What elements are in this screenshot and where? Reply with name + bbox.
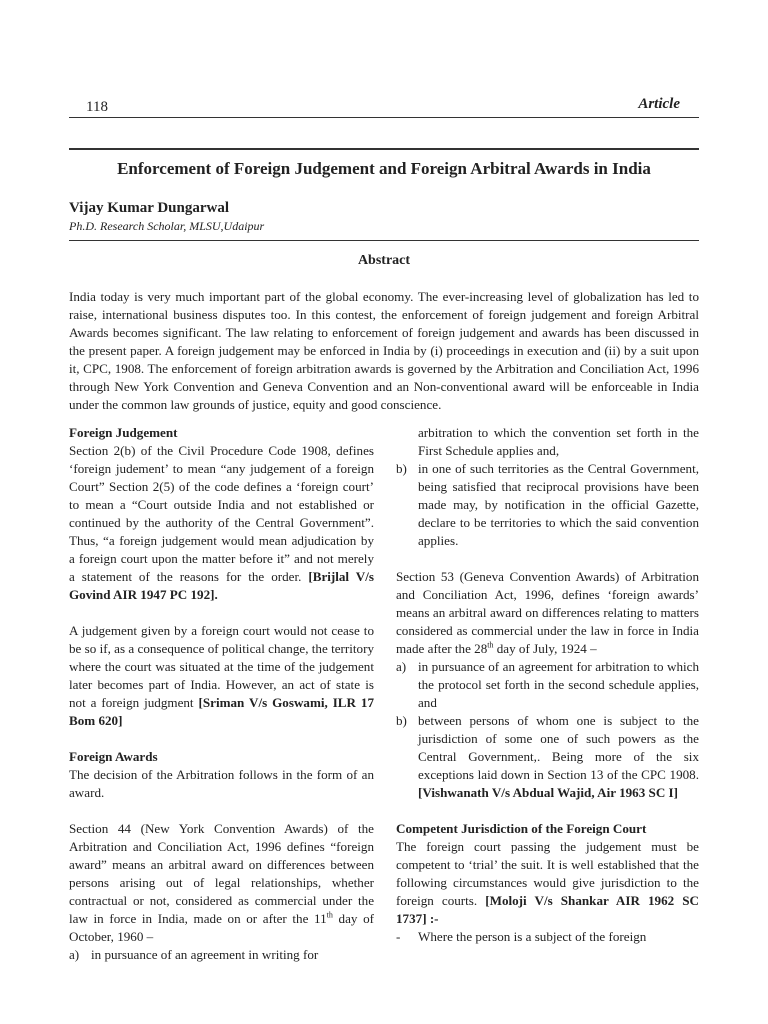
paragraph [396, 838, 699, 928]
list-marker: b) [396, 461, 407, 476]
citation: [Moloji V/s Shankar AIR 1962 SC 1737] :- [396, 893, 699, 926]
abstract-heading: Abstract [357, 253, 411, 268]
citation: [Sriman V/s Goswami, ILR 17 Bom 620] [69, 695, 374, 728]
list-marker: b) [396, 713, 407, 728]
paragraph: The decision of the Arbitration follows in the form of an award. [69, 767, 374, 800]
list-item-text: Where the person is a subject of the foreign [418, 929, 647, 944]
list-item [396, 928, 699, 946]
abstract-text: India today is very much important part of the global economy. The ever-increasing level of globalization has led to raise, international business disputes too. In this contest, the enforcement of foreign judgement and foreign Arbitral Awards becomes significant. The law relating to enforcement of foreign judgement and awards has been discussed in the present paper. A foreign judgement may be enforced in India by (i) proceedings in execution and (ii) by a suit upon it, CPC, 1908. The enforcement of foreign arbitration awards is governed by the Arbitration and Conciliation Act, 1996 through New York Convention and Geneva Convention and an Non-conventional award will be enforceable in India under the common law grounds of justice, equity and good conscience. [69, 289, 699, 412]
paragraph [69, 442, 374, 604]
paragraph [69, 820, 374, 946]
author-name: Vijay Kumar Dungarwal [69, 200, 230, 216]
paragraph-text: Section 44 (New York Convention Awards) of the Arbitration and Conciliation Act, 1996 defines “foreign award” means an arbitral award on differences between persons arising out of legal relationships, whether contractual or not, considered as commercial under the law in force in India, made on or after the 11 [69, 821, 374, 926]
paragraph-text: A judgement given by a foreign court would not cease to be so if, as a consequence of political change, the territory where the court was situated at the time of the judgement later becomes part of India. However, an act of state is not a foreign judgment [69, 623, 374, 710]
foreign-awards-heading: Foreign Awards [69, 749, 158, 764]
list-item-text-body: between persons of whom one is subject to the jurisdiction of some one of such powers as the Central Government,. Being more of the six exceptions laid down in Section 13 of the CPC 1908. [418, 713, 699, 782]
author-rule [69, 240, 699, 241]
ordinal-suffix: th [487, 640, 494, 650]
paragraph-text: The foreign court passing the judgement must be competent to ‘trial’ the suit. It is well established that the following circumstances would give jurisdiction to the foreign courts. [396, 839, 699, 908]
foreign-judgement-heading: Foreign Judgement [69, 425, 178, 440]
list-marker: a) [396, 659, 407, 674]
left-column [69, 424, 374, 964]
paragraph [69, 622, 374, 730]
right-column [396, 424, 699, 946]
list-marker: - [396, 929, 401, 944]
list-item [396, 460, 699, 550]
list-item-text: in one of such territories as the Central Government, being satisfied that reciprocal provisions have been made may, by notification in the official Gazette, declare to be territories to which the said convention applies. [418, 461, 699, 548]
paragraph-text: day of October, 1960 – [69, 911, 374, 944]
list-marker: a) [69, 947, 80, 962]
page-number: 118 [86, 99, 108, 115]
citation: [Brijlal V/s Govind AIR 1947 PC 192]. [69, 569, 374, 602]
ordinal-suffix: th [326, 910, 333, 920]
paragraph-text: Section 2(b) of the Civil Procedure Code 1908, defines ‘foreign judement’ to mean “any judgement of a foreign Court” Section 2(5) of the code defines a ‘foreign court’ to mean a “Court outside India and not established or continued by the authority of the Central Government”. Thus, “a foreign judgement would mean adjudication by a foreign court upon the matter before it” and not merely a statement of the reasons for the order. [69, 443, 374, 584]
list-item [69, 946, 374, 964]
list-item-text: in pursuance of an agreement in writing for [91, 947, 319, 962]
list-item [396, 712, 699, 802]
list-item [396, 658, 699, 712]
article-title: Enforcement of Foreign Judgement and Foreign Arbitral Awards in India [117, 159, 651, 178]
paragraph [396, 568, 699, 658]
paragraph-text: Section 53 (Geneva Convention Awards) of Arbitration and Conciliation Act, 1996, defines ‘foreign awards’ means an arbitral award on differences relating to matters considered as commercial under the law in force in India made after the 28 [396, 569, 699, 656]
list-item-text [418, 712, 699, 802]
section-label: Article [638, 96, 680, 112]
citation: [Vishwanath V/s Abdual Wajid, Air 1963 SC I] [418, 785, 679, 800]
list-continuation: arbitration to which the convention set forth in the First Schedule applies and, [418, 425, 699, 458]
title-top-rule [69, 148, 699, 150]
list-item-text: in pursuance of an agreement for arbitration to which the protocol set forth in the second schedule applies, and [418, 659, 699, 710]
header-rule [69, 117, 699, 118]
author-affiliation: Ph.D. Research Scholar, MLSU,Udaipur [69, 219, 265, 233]
competent-jurisdiction-heading: Competent Jurisdiction of the Foreign Court [396, 821, 647, 836]
paragraph-text: day of July, 1924 – [493, 641, 597, 656]
